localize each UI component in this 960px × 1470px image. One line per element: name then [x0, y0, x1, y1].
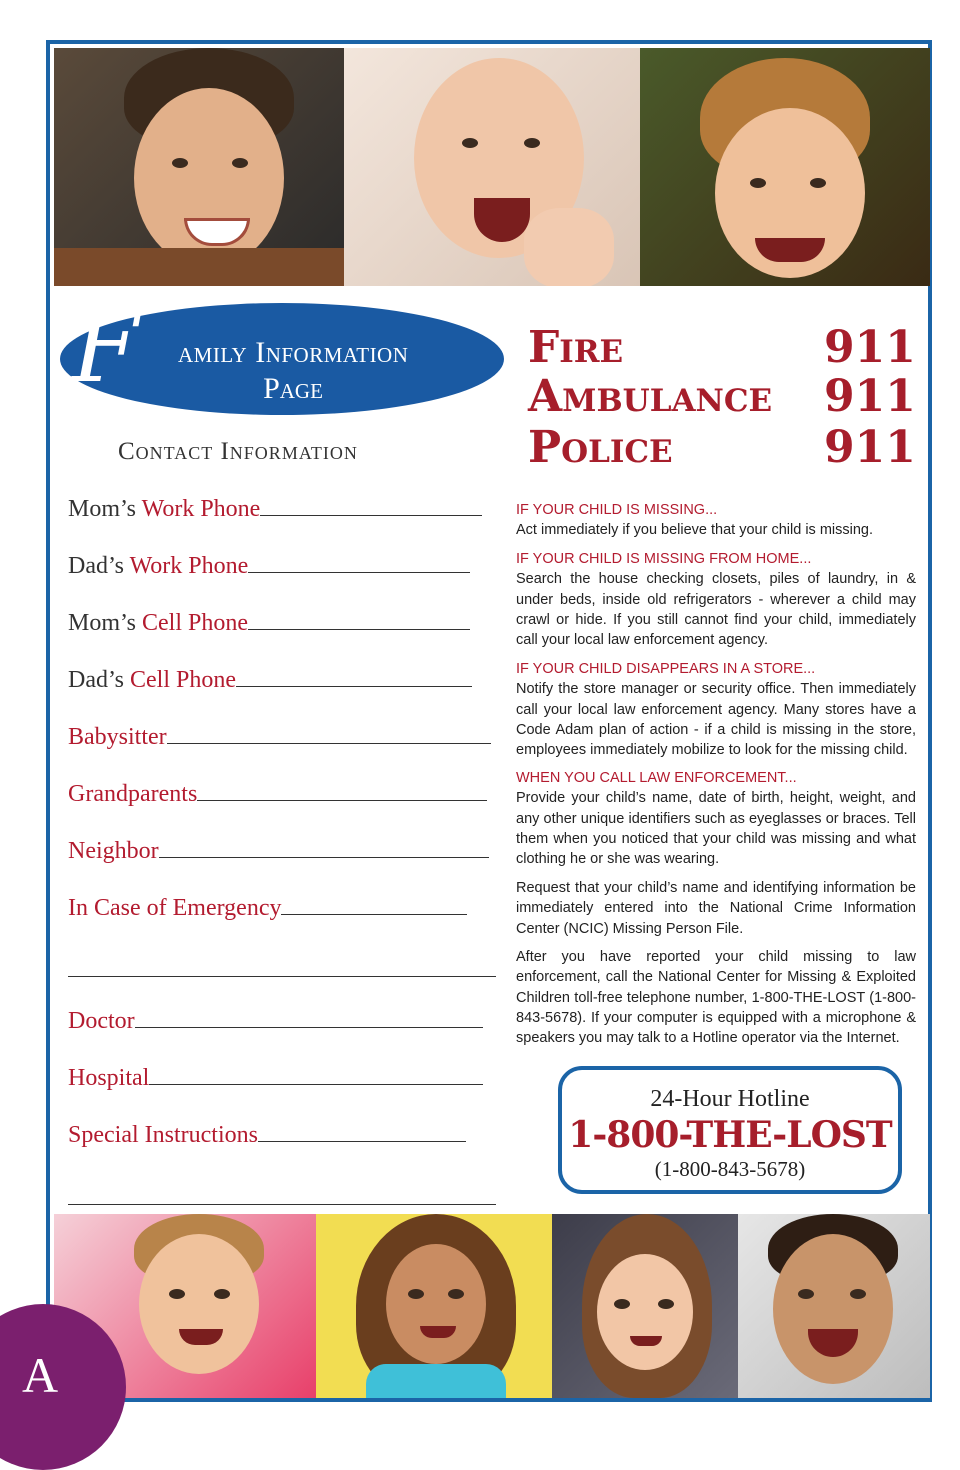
field-prefix: Dad’s — [68, 553, 130, 579]
field-blank[interactable] — [149, 1066, 483, 1085]
info-heading: IF YOUR CHILD IS MISSING FROM HOME... — [516, 551, 812, 567]
info-body: Act immediately if you believe that your child is missing. — [516, 522, 874, 539]
child-photo-top-left — [54, 48, 344, 286]
field-moms-cell-phone[interactable] — [68, 610, 470, 637]
field-label: Special Instructions — [68, 1122, 258, 1148]
field-special-instructions[interactable] — [68, 1122, 466, 1149]
info-missing — [516, 500, 916, 541]
emergency-number-fire: 911 — [824, 322, 916, 373]
field-prefix: Dad’s — [68, 667, 130, 693]
field-blank[interactable] — [260, 497, 482, 516]
emergency-number-police: 911 — [824, 422, 916, 473]
field-blank[interactable] — [248, 611, 470, 630]
info-body: After you have reported your child missing to law enforcement, call the National Center for Missing & Exploited Children toll-free telephone number, 1-800-THE-LOST (1-800-843-5678). If your computer is equipped with a microphone & speakers you may talk to a Hotline operator via the Internet. — [516, 949, 916, 1047]
field-blank[interactable] — [167, 725, 491, 744]
field-blank[interactable] — [281, 896, 467, 915]
info-body: Provide your child’s name, date of birth, height, weight, and any other unique identifiers such as eyeglasses or braces. Tell them when you noticed that your child was missing and what clothing he or she was wearing. — [516, 790, 916, 868]
info-after-reporting — [516, 947, 916, 1048]
info-ncic-request — [516, 878, 916, 939]
logo-title-line1: amily Information — [178, 336, 409, 369]
field-babysitter[interactable] — [68, 724, 491, 751]
field-neighbor[interactable] — [68, 838, 489, 865]
child-photo-top-right — [640, 48, 930, 286]
hotline-title: 24-Hour Hotline — [650, 1086, 810, 1112]
child-photo-bottom-4 — [738, 1214, 930, 1398]
section-badge-letter: A — [22, 1347, 59, 1403]
field-hospital[interactable] — [68, 1065, 483, 1092]
info-disappears-in-store — [516, 659, 916, 760]
info-heading: IF YOUR CHILD DISAPPEARS IN A STORE... — [516, 661, 816, 677]
field-blank[interactable] — [159, 839, 489, 858]
info-body: Search the house checking closets, piles of laundry, in & under beds, inside old refrigerators - wherever a child may crawl or hide. If you still cannot find your child, immediately call your local law enforcement agency. — [516, 571, 916, 649]
field-label: In Case of Emergency — [68, 895, 282, 921]
field-blank[interactable] — [135, 1009, 483, 1028]
info-missing-from-home — [516, 549, 916, 650]
emergency-extra-line[interactable] — [68, 976, 496, 977]
hotline-digits: (1-800-843-5678) — [654, 1157, 806, 1181]
info-heading: WHEN YOU CALL LAW ENFORCEMENT... — [516, 770, 797, 786]
hotline-box — [558, 1066, 902, 1194]
info-call-law-enforcement — [516, 768, 916, 869]
child-photo-bottom-3 — [552, 1214, 738, 1398]
field-blank[interactable] — [236, 668, 472, 687]
emergency-label-police: Police — [528, 422, 673, 473]
field-label: Work Phone — [141, 496, 261, 522]
field-label: Hospital — [68, 1065, 150, 1091]
field-blank[interactable] — [258, 1123, 466, 1142]
info-body: Notify the store manager or security office. Then immediately call your local law enforcement agency. Many stores have a Code Adam plan of action - if a child is missing in the store, employees immediately mobilize to look for the missing child. — [516, 681, 916, 759]
info-body: Request that your child’s name and identifying information be immediately entered into the National Crime Information Center (NCIC) Missing Person File. — [516, 880, 916, 937]
field-in-case-of-emergency[interactable] — [68, 895, 467, 922]
emergency-label-fire: Fire — [528, 322, 624, 373]
field-blank[interactable] — [197, 782, 487, 801]
field-label: Babysitter — [68, 724, 167, 750]
emergency-number-ambulance: 911 — [824, 371, 916, 422]
field-prefix: Mom’s — [68, 496, 142, 522]
emergency-label-ambulance: Ambulance — [528, 371, 773, 422]
field-label: Doctor — [68, 1008, 135, 1034]
logo-initial: F — [72, 292, 139, 404]
field-label: Work Phone — [129, 553, 249, 579]
contact-heading: Contact Information — [118, 438, 358, 465]
special-instructions-extra-line[interactable] — [68, 1204, 496, 1205]
field-prefix: Mom’s — [68, 610, 143, 636]
logo-title-line2: Page — [263, 372, 323, 405]
field-label: Grandparents — [68, 781, 198, 807]
field-label: Neighbor — [68, 838, 159, 864]
field-label: Cell Phone — [142, 610, 249, 636]
hotline-number[interactable]: 1-800-THE-LOST — [568, 1114, 892, 1156]
field-doctor[interactable] — [68, 1008, 483, 1035]
field-grandparents[interactable] — [68, 781, 487, 808]
field-dads-cell-phone[interactable] — [68, 667, 472, 694]
field-dads-work-phone[interactable] — [68, 553, 470, 580]
field-blank[interactable] — [248, 554, 470, 573]
field-label: Cell Phone — [130, 667, 236, 693]
info-heading: IF YOUR CHILD IS MISSING... — [516, 502, 718, 518]
field-moms-work-phone[interactable] — [68, 496, 482, 523]
child-photo-bottom-2 — [316, 1214, 552, 1398]
child-photo-top-center — [344, 48, 640, 286]
